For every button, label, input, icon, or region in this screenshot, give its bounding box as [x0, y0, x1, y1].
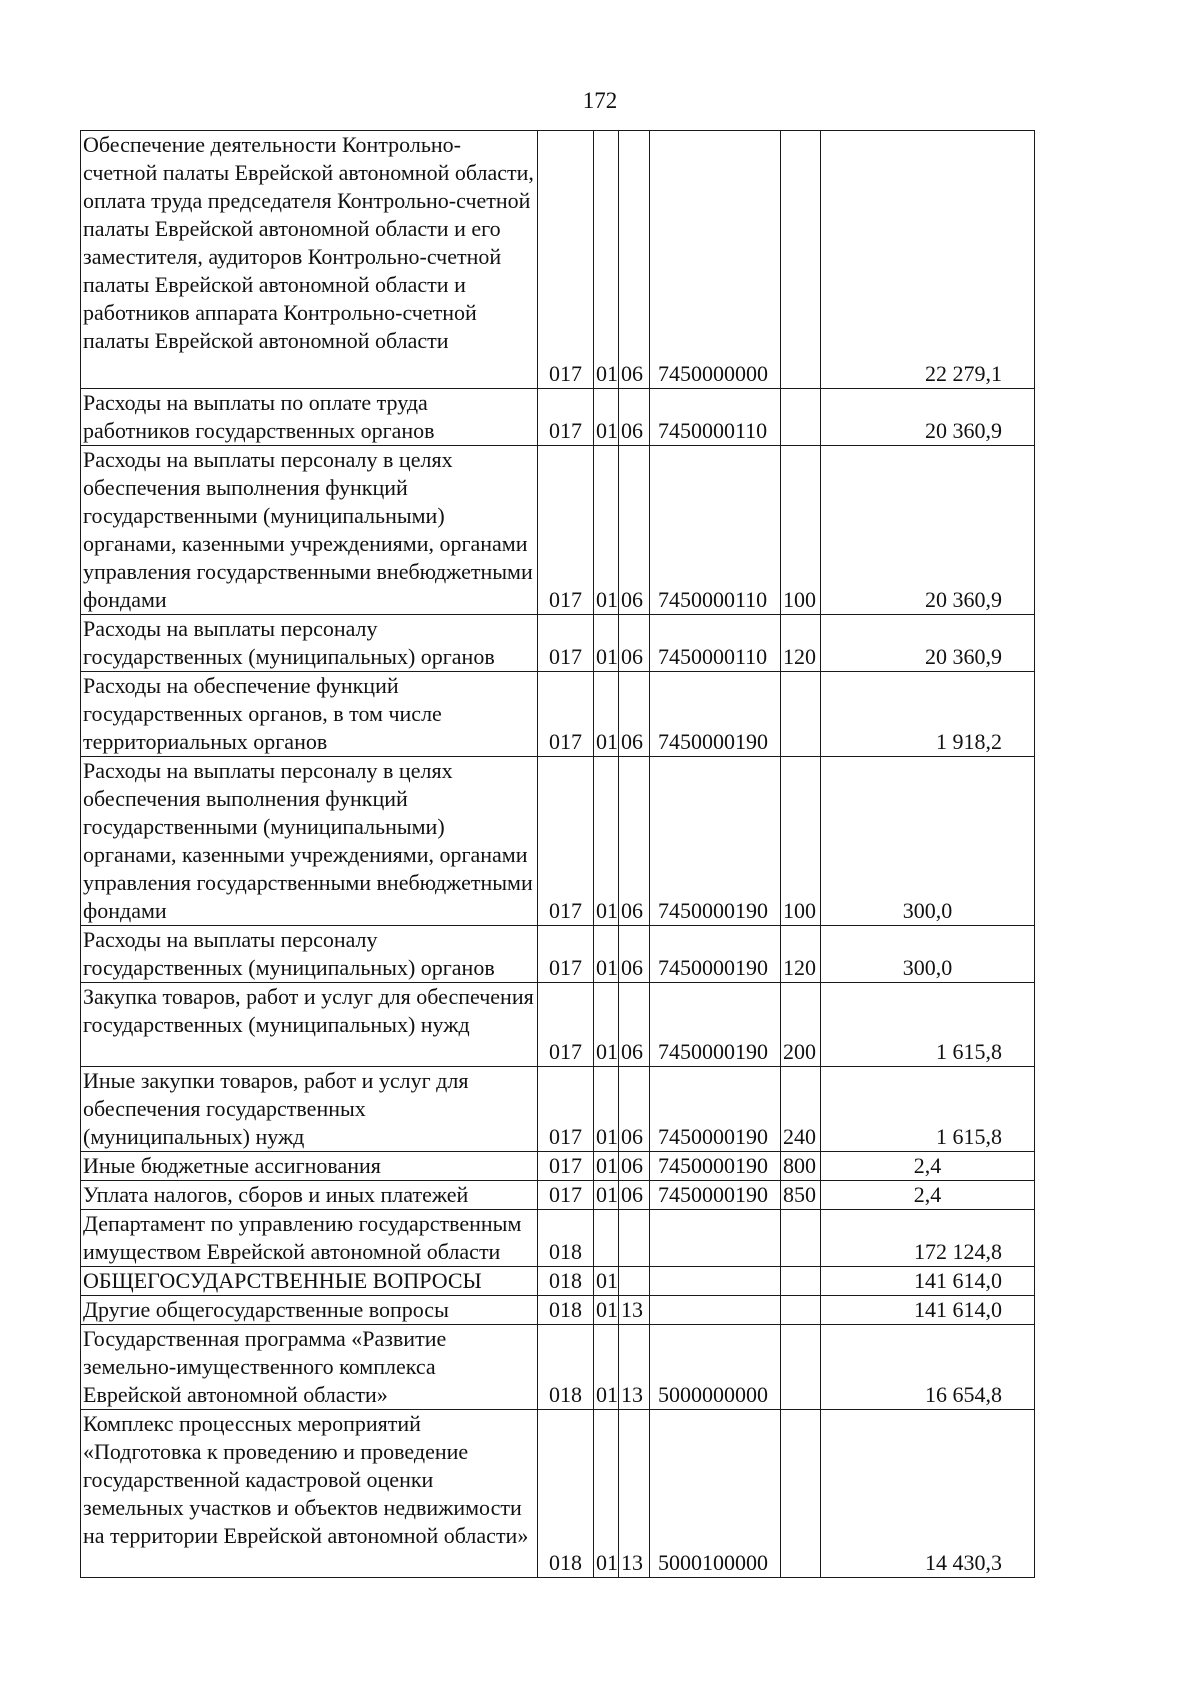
- table-row: [81, 672, 1035, 757]
- section-code: 01: [594, 1325, 619, 1410]
- target-article-code: 7450000190: [650, 1067, 781, 1152]
- subsection-code: 06: [619, 926, 650, 983]
- subsection-code: 06: [619, 1181, 650, 1210]
- target-article-code: 7450000110: [650, 389, 781, 446]
- target-article-code: [650, 1267, 781, 1296]
- admin-code: 017: [538, 615, 594, 672]
- admin-code: 017: [538, 446, 594, 615]
- table-row: [81, 926, 1035, 983]
- subsection-code: 06: [619, 1152, 650, 1181]
- admin-code: 017: [538, 1181, 594, 1210]
- expense-type-code: [781, 1296, 821, 1325]
- subsection-code: 06: [619, 1067, 650, 1152]
- subsection-code: 06: [619, 757, 650, 926]
- admin-code: 017: [538, 926, 594, 983]
- table-row: [81, 1410, 1035, 1578]
- budget-table-body: [81, 131, 1035, 1578]
- table-row: [81, 131, 1035, 389]
- target-article-code: [650, 1210, 781, 1267]
- table-row: [81, 1181, 1035, 1210]
- expense-type-code: [781, 1410, 821, 1578]
- expense-type-code: 100: [781, 757, 821, 926]
- table-row: [81, 389, 1035, 446]
- target-article-code: 7450000190: [650, 672, 781, 757]
- admin-code: 017: [538, 757, 594, 926]
- subsection-code: 06: [619, 131, 650, 389]
- amount: 141 614,0: [821, 1296, 1035, 1325]
- expense-type-code: 100: [781, 446, 821, 615]
- section-code: 01: [594, 1181, 619, 1210]
- table-row: [81, 1267, 1035, 1296]
- expense-type-code: [781, 1267, 821, 1296]
- section-code: 01: [594, 131, 619, 389]
- target-article-code: 7450000110: [650, 615, 781, 672]
- target-article-code: 7450000110: [650, 446, 781, 615]
- subsection-code: 06: [619, 615, 650, 672]
- expense-type-code: 120: [781, 615, 821, 672]
- amount: 172 124,8: [821, 1210, 1035, 1267]
- section-code: 01: [594, 1296, 619, 1325]
- section-code: 01: [594, 757, 619, 926]
- subsection-code: 06: [619, 672, 650, 757]
- amount: 2,4: [821, 1181, 1035, 1210]
- page-number: 172: [582, 88, 618, 113]
- row-name: ОБЩЕГОСУДАРСТВЕННЫЕ ВОПРОСЫ: [81, 1267, 538, 1296]
- target-article-code: 7450000190: [650, 757, 781, 926]
- target-article-code: 5000100000: [650, 1410, 781, 1578]
- target-article-code: 7450000000: [650, 131, 781, 389]
- expense-type-code: 800: [781, 1152, 821, 1181]
- admin-code: 018: [538, 1267, 594, 1296]
- expense-type-code: [781, 1325, 821, 1410]
- table-row: [81, 1296, 1035, 1325]
- row-name: Иные закупки товаров, работ и услуг для обеспечения государственных (муниципальных) нужд: [81, 1067, 538, 1152]
- expense-type-code: 240: [781, 1067, 821, 1152]
- section-code: 01: [594, 983, 619, 1067]
- row-name: Обеспечение деятельности Контрольно-счетной палаты Еврейской автономной области, оплата труда председателя Контрольно-счетной палаты Еврейской автономной области и его заместителя, аудиторов Контрольно-счетной палаты Еврейской автономной области и работников аппарата Контрольно-счетной палаты Еврейской автономной области: [81, 131, 538, 389]
- amount: 300,0: [821, 926, 1035, 983]
- row-name: Закупка товаров, работ и услуг для обеспечения государственных (муниципальных) нужд: [81, 983, 538, 1067]
- row-name: Расходы на выплаты по оплате труда работников государственных органов: [81, 389, 538, 446]
- section-code: 01: [594, 1067, 619, 1152]
- admin-code: 017: [538, 983, 594, 1067]
- section-code: 01: [594, 1410, 619, 1578]
- row-name: Комплекс процессных мероприятий «Подготовка к проведению и проведение государственной кадастровой оценки земельных участков и объектов недвижимости на территории Еврейской автономной области»: [81, 1410, 538, 1578]
- amount: 20 360,9: [821, 615, 1035, 672]
- table-row: [81, 757, 1035, 926]
- row-name: Иные бюджетные ассигнования: [81, 1152, 538, 1181]
- expense-type-code: [781, 389, 821, 446]
- amount: 1 615,8: [821, 983, 1035, 1067]
- admin-code: 017: [538, 1152, 594, 1181]
- admin-code: 018: [538, 1210, 594, 1267]
- amount: 2,4: [821, 1152, 1035, 1181]
- row-name: Расходы на выплаты персоналу государственных (муниципальных) органов: [81, 926, 538, 983]
- target-article-code: 7450000190: [650, 926, 781, 983]
- subsection-code: 13: [619, 1410, 650, 1578]
- amount: 141 614,0: [821, 1267, 1035, 1296]
- subsection-code: 06: [619, 983, 650, 1067]
- admin-code: 017: [538, 1067, 594, 1152]
- amount: 1 615,8: [821, 1067, 1035, 1152]
- subsection-code: 13: [619, 1296, 650, 1325]
- section-code: 01: [594, 672, 619, 757]
- section-code: [594, 1210, 619, 1267]
- amount: 16 654,8: [821, 1325, 1035, 1410]
- amount: 22 279,1: [821, 131, 1035, 389]
- target-article-code: 7450000190: [650, 1152, 781, 1181]
- target-article-code: 5000000000: [650, 1325, 781, 1410]
- expense-type-code: [781, 1210, 821, 1267]
- admin-code: 017: [538, 672, 594, 757]
- table-row: [81, 1067, 1035, 1152]
- amount: 14 430,3: [821, 1410, 1035, 1578]
- section-code: 01: [594, 926, 619, 983]
- admin-code: 018: [538, 1410, 594, 1578]
- budget-table: [80, 130, 1035, 1578]
- row-name: Уплата налогов, сборов и иных платежей: [81, 1181, 538, 1210]
- section-code: 01: [594, 1267, 619, 1296]
- table-row: [81, 1210, 1035, 1267]
- section-code: 01: [594, 1152, 619, 1181]
- subsection-code: 06: [619, 446, 650, 615]
- section-code: 01: [594, 446, 619, 615]
- amount: 20 360,9: [821, 446, 1035, 615]
- expense-type-code: [781, 131, 821, 389]
- table-row: [81, 1325, 1035, 1410]
- table-row: [81, 983, 1035, 1067]
- row-name: Департамент по управлению государственным имуществом Еврейской автономной области: [81, 1210, 538, 1267]
- expense-type-code: [781, 672, 821, 757]
- target-article-code: 7450000190: [650, 1181, 781, 1210]
- amount: 1 918,2: [821, 672, 1035, 757]
- row-name: Другие общегосударственные вопросы: [81, 1296, 538, 1325]
- admin-code: 018: [538, 1296, 594, 1325]
- expense-type-code: 200: [781, 983, 821, 1067]
- amount: 300,0: [821, 757, 1035, 926]
- row-name: Государственная программа «Развитие земельно-имущественного комплекса Еврейской автономной области»: [81, 1325, 538, 1410]
- row-name: Расходы на выплаты персоналу государственных (муниципальных) органов: [81, 615, 538, 672]
- row-name: Расходы на обеспечение функций государственных органов, в том числе территориальных органов: [81, 672, 538, 757]
- expense-type-code: 850: [781, 1181, 821, 1210]
- admin-code: 017: [538, 389, 594, 446]
- subsection-code: 13: [619, 1325, 650, 1410]
- expense-type-code: 120: [781, 926, 821, 983]
- table-row: [81, 615, 1035, 672]
- admin-code: 018: [538, 1325, 594, 1410]
- section-code: 01: [594, 389, 619, 446]
- table-row: [81, 446, 1035, 615]
- subsection-code: [619, 1267, 650, 1296]
- table-row: [81, 1152, 1035, 1181]
- target-article-code: [650, 1296, 781, 1325]
- section-code: 01: [594, 615, 619, 672]
- admin-code: 017: [538, 131, 594, 389]
- subsection-code: 06: [619, 389, 650, 446]
- row-name: Расходы на выплаты персоналу в целях обеспечения выполнения функций государственными (муниципальными) органами, казенными учреждениями, органами управления государственными внебюджетными фондами: [81, 757, 538, 926]
- row-name: Расходы на выплаты персоналу в целях обеспечения выполнения функций государственными (муниципальными) органами, казенными учреждениями, органами управления государственными внебюджетными фондами: [81, 446, 538, 615]
- amount: 20 360,9: [821, 389, 1035, 446]
- target-article-code: 7450000190: [650, 983, 781, 1067]
- subsection-code: [619, 1210, 650, 1267]
